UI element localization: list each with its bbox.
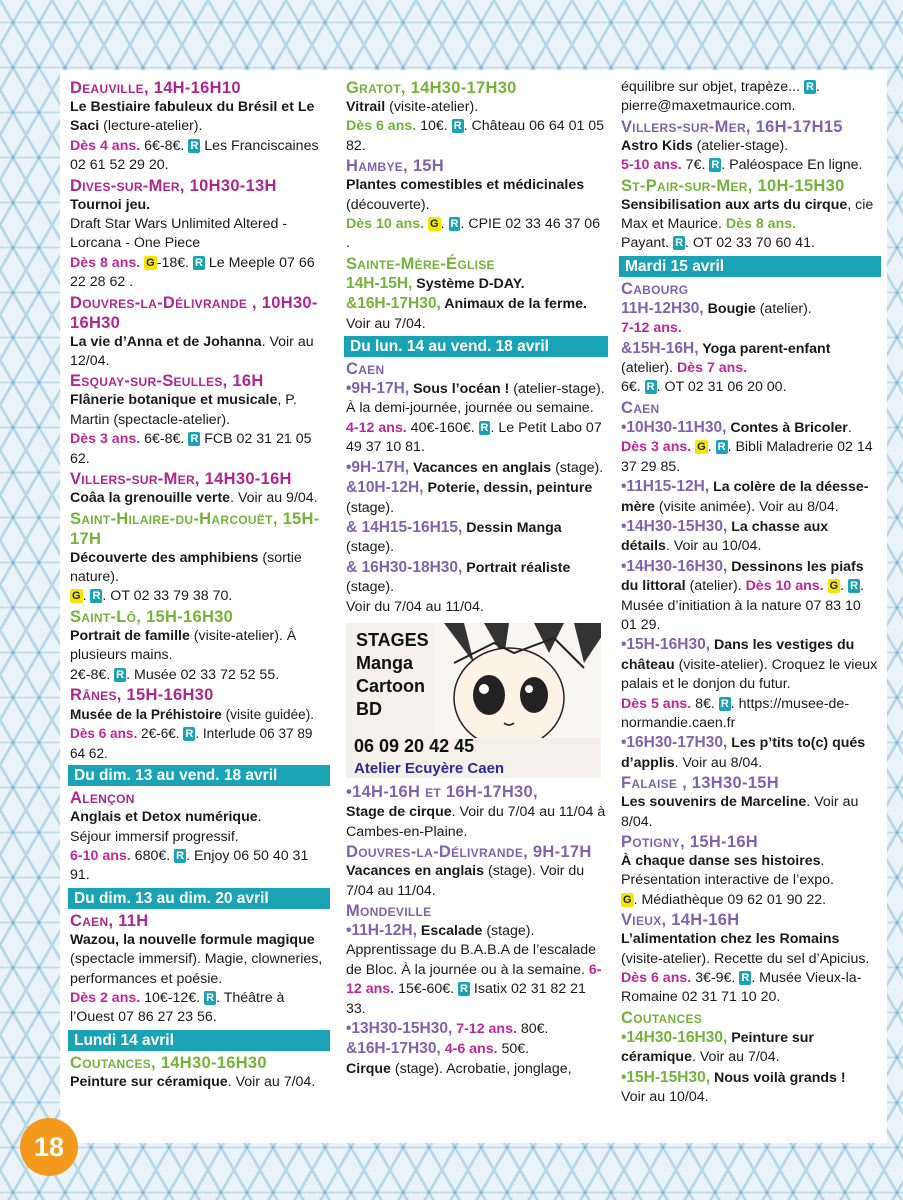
- free-badge: G: [623, 893, 632, 906]
- event: •14H30-16H30, Dessinons les piafs du littoral (atelier). Dès 10 ans. G . R . Musée d’initiation à la nature 07 83 10 01 29.: [621, 557, 864, 633]
- location-heading: Saint-Hilaire-du-Harcouët, 15H-17H: [70, 509, 320, 548]
- event: 11H-12H30, Bougie (atelier). 7-12 ans.: [621, 299, 812, 337]
- ad-line: STAGES: [356, 629, 429, 650]
- event: Le Bestiaire fabuleux du Brésil et Le Saci (lecture-atelier). Dès 4 ans. 6€-8€. R Les Franciscaines 02 61 52 29 20.: [70, 99, 319, 174]
- location-heading: Hambye, 15H: [346, 157, 444, 176]
- event: •11H-12H, Escalade (stage). Apprentissage du B.A.B.A de l’escalade de Bloc. À la journée ou à la semaine. 6-12 ans. 15€-60€. R Isatix 02 31 82 21 33.: [346, 921, 602, 1017]
- date-banner: Du dim. 13 au dim. 20 avril: [68, 888, 330, 909]
- reservation-badge: R: [720, 697, 729, 710]
- date-banner: Du dim. 13 au vend. 18 avril: [68, 765, 330, 786]
- location-heading: Coutances, 14H30-16H30: [70, 1053, 267, 1072]
- location-heading: Mondeville: [346, 901, 432, 920]
- ad-line: Cartoon: [356, 675, 425, 696]
- event: & 14H15-16H15, Dessin Manga (stage).: [346, 518, 562, 556]
- reservation-badge: R: [116, 668, 125, 681]
- agenda-page: [60, 70, 887, 1143]
- reservation-badge: R: [176, 849, 185, 862]
- location-heading: St-Pair-sur-Mer, 10H-15H30: [621, 176, 845, 195]
- location-heading: Dives-sur-Mer, 10H30-13H: [70, 176, 277, 195]
- location-heading: Deauville, 14H-16H10: [70, 79, 241, 97]
- manga-stage-ad: [346, 623, 601, 778]
- event: Tournoi jeu. Draft Star Wars Unlimited Altered - Lorcana - One Piece Dès 8 ans. G -18€. R Le Meeple 07 66 22 28 62 .: [70, 196, 315, 291]
- ad-place: Atelier Ecuyère Caen: [354, 759, 505, 777]
- location-heading: Caen: [621, 398, 660, 417]
- free-badge: G: [829, 580, 839, 593]
- page-number: 18: [20, 1118, 78, 1176]
- location-heading: Cabourg: [621, 279, 689, 298]
- reservation-badge: R: [190, 433, 199, 446]
- location-heading: Villers-sur-Mer, 16H-17H15: [621, 117, 843, 136]
- event: •15H-16H30, Dans les vestiges du château (visite-atelier). Croquez le vieux palais et le donjon du futur. Dès 5 ans. 8€. R . https://musee-de-normandie.caen.fr: [621, 636, 878, 731]
- event: Astro Kids (atelier-stage). 5-10 ans. 7€. R . Paléospace En ligne.: [621, 137, 863, 174]
- reservation-badge: R: [711, 159, 720, 172]
- manga-face-illustration: [434, 623, 601, 738]
- event: •11H15-12H, La colère de la déesse-mère (visite animée). Voir au 8/04.: [621, 478, 869, 515]
- event: Musée de la Préhistoire (visite guidée). Dès 6 ans. 2€-6€. R . Interlude 06 37 89 64 62.: [70, 706, 315, 761]
- event: Vitrail (visite-atelier). Dès 6 ans. 10€. R . Château 06 64 01 05 82.: [346, 99, 605, 154]
- column-2: [346, 78, 606, 1079]
- event: &16H-17H30, 4-6 ans. 50€.: [346, 1040, 530, 1058]
- event: •15H-15H30, Nous voilà grands ! Voir au 10/04.: [621, 1068, 846, 1106]
- event: Portrait de famille (visite-atelier). À plusieurs mains. 2€-8€. R . Musée 02 33 72 52 55.: [70, 627, 297, 683]
- location-heading: Vieux, 14H-16H: [621, 911, 740, 930]
- event: Wazou, la nouvelle formule magique (spectacle immersif). Magie, clowneries, performances et poésie. Dès 2 ans. 10€-12€. R . Théâtre à l’Ouest 07 86 27 23 56.: [70, 931, 323, 1026]
- reservation-badge: R: [92, 590, 101, 603]
- event: Cirque (stage). Acrobatie, jonglage,: [346, 1060, 572, 1077]
- event: •14H-16H et 16H-17H30, Stage de cirque. Voir du 7/04 au 11/04 à Cambes-en-Plaine.: [346, 782, 606, 840]
- free-badge: G: [146, 256, 155, 269]
- event: &15H-16H, Yoga parent-enfant (atelier). Dès 7 ans. 6€. R . OT 02 31 06 20 00.: [621, 339, 831, 396]
- reservation-badge: R: [805, 81, 814, 93]
- location-heading: Douvres-la-Délivrande , 10H30-16H30: [70, 293, 318, 332]
- event: •13H30-15H30, 7-12 ans. 80€.: [346, 1020, 549, 1037]
- date-banner: Du lun. 14 au vend. 18 avril: [344, 336, 608, 357]
- event: Sensibilisation aux arts du cirque, cie Max et Maurice. Dès 8 ans. Payant. R . OT 02 33 70 60 41.: [621, 196, 874, 252]
- event: •16H30-17H30, Les p’tits to(c) qués d’applis. Voir au 8/04.: [621, 734, 866, 771]
- reservation-badge: R: [480, 421, 489, 434]
- event: &10H-12H, Poterie, dessin, peinture (stage).: [346, 479, 593, 516]
- location-heading: Caen: [346, 360, 385, 379]
- event: Plantes comestibles et médicinales (découverte). Dès 10 ans. G . R . CPIE 02 33 46 37 06 .: [346, 177, 601, 252]
- event: équilibre sur objet, trapèze... R . pierre@maxetmaurice.com.: [621, 79, 820, 115]
- event: Flânerie botanique et musicale, P. Martin (spectacle-atelier). Dès 3 ans. 6€-8€. R FCB 02 31 21 05 62.: [70, 392, 312, 467]
- reservation-badge: R: [195, 256, 203, 269]
- event: Peinture sur céramique. Voir au 7/04.: [70, 1073, 316, 1090]
- location-heading: Rânes, 15H-16H30: [70, 685, 214, 704]
- location-heading: Esquay-sur-Seulles, 16H: [70, 372, 264, 391]
- event: L’alimentation chez les Romains (visite-atelier). Recette du sel d’Apicius. Dès 6 ans. 3€-9€. R . Musée Vieux-la-Romaine 02 31 71 10 20.: [621, 931, 870, 1006]
- location-heading: Gratot, 14H30-17H30: [346, 79, 517, 97]
- event: Découverte des amphibiens (sortie nature). G . R . OT 02 33 79 38 70.: [70, 549, 302, 605]
- location-heading: Sainte-Mère-Église: [346, 254, 495, 273]
- reservation-badge: R: [185, 728, 194, 741]
- event: •10H30-11H30, Contes à Bricoler. Dès 3 ans. G . R . Bibli Maladrerie 02 14 37 29 85.: [621, 418, 873, 475]
- event: Vacances en anglais (stage). Voir du 7/04 au 11/04.: [346, 863, 585, 899]
- date-banner: Lundi 14 avril: [68, 1030, 330, 1051]
- reservation-badge: R: [646, 381, 655, 394]
- column-1: [70, 78, 328, 1092]
- reservation-badge: R: [675, 237, 684, 250]
- location-heading: Potigny, 15H-16H: [621, 833, 759, 851]
- event: •14H30-15H30, La chasse aux détails. Voir au 10/04.: [621, 517, 829, 555]
- location-heading: Coutances: [621, 1008, 703, 1027]
- ad-line: BD: [356, 698, 382, 719]
- event: & 16H30-18H30, Portrait réaliste (stage). Voir du 7/04 au 11/04.: [346, 558, 571, 615]
- reservation-badge: R: [717, 441, 726, 454]
- event: À chaque danse ses histoires. Présentation interactive de l’expo. G . Médiathèque 09 62 01 90 22.: [621, 853, 834, 908]
- location-heading: Alençon: [70, 789, 135, 808]
- ad-line: Manga: [356, 652, 414, 673]
- location-heading: Saint-Lô, 15H-16H30: [70, 607, 234, 626]
- date-banner: Mardi 15 avril: [619, 256, 881, 277]
- reservation-badge: R: [453, 120, 462, 133]
- free-badge: G: [72, 590, 81, 603]
- reservation-badge: R: [460, 983, 468, 996]
- reservation-badge: R: [190, 139, 199, 152]
- event: •9H-17H, Vacances en anglais (stage).: [346, 458, 604, 476]
- reservation-badge: R: [741, 972, 750, 985]
- reservation-badge: R: [850, 580, 859, 593]
- ad-text: [356, 629, 429, 721]
- location-heading: Falaise , 13H30-15H: [621, 774, 779, 793]
- event: 14H-15H, Système D-DAY. &16H-17H30, Animaux de la ferme. Voir au 7/04.: [346, 274, 587, 332]
- location-heading: Caen, 11H: [70, 911, 149, 930]
- free-badge: G: [430, 218, 439, 231]
- event: Les souvenirs de Marceline. Voir au 8/04.: [621, 794, 859, 830]
- free-badge: G: [697, 441, 706, 454]
- event: La vie d’Anna et de Johanna. Voir au 12/04.: [70, 333, 314, 370]
- reservation-badge: R: [450, 218, 459, 231]
- event: Anglais et Detox numérique. Séjour immersif progressif. 6-10 ans. 680€. R . Enjoy 06 50 40 31 91.: [70, 809, 309, 884]
- reservation-badge: R: [206, 992, 215, 1004]
- ad-phone: 06 09 20 42 45: [354, 735, 475, 756]
- event: •14H30-16H30, Peinture sur céramique. Voir au 7/04.: [621, 1028, 814, 1066]
- location-heading: Douvres-la-Délivrande, 9H-17H: [346, 843, 592, 862]
- location-heading: Villers-sur-Mer, 14H30-16H: [70, 470, 292, 489]
- event: Coâa la grenouille verte. Voir au 9/04.: [70, 490, 318, 507]
- column-3: [621, 78, 879, 1107]
- event: •9H-17H, Sous l’océan ! (atelier-stage). À la demi-journée, journée ou semaine. 4-12 ans. 40€-160€. R . Le Petit Labo 07 49 37 10 81.: [346, 380, 605, 456]
